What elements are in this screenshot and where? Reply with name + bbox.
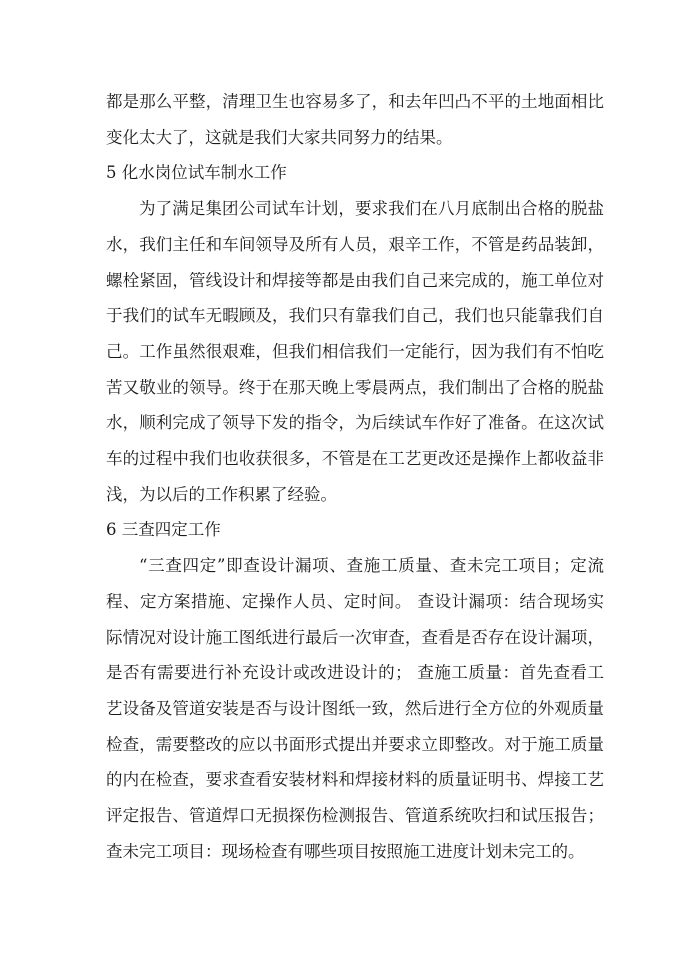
paragraph-water-treatment: 为了满足集团公司试车计划，要求我们在八月底制出合格的脱盐水，我们主任和车间领导及所有人员，艰辛工作，不管是药品装卸，螺栓紧固，管线设计和焊接等都是由我们自己来完成的，施工单位对于我们的试车无暇顾及，我们只有靠我们自己，我们也只能靠我们自己。工作虽然很艰难，但我们相信我们一定能行，因为我们有不怕吃苦又敬业的领导。终于在那天晚上零晨两点，我们制出了合格的脱盐水，顺利完成了领导下发的指令，为后续试车作好了准备。在这次试车的过程中我们也收获很多，不管是在工艺更改还是操作上都收益非浅，为以后的工作积累了经验。 xyxy=(106,199,604,504)
section-heading-5: 5 化水岗位试车制水工作 xyxy=(106,163,287,183)
paragraph-three-checks: “三查四定”即查设计漏项、查施工质量、查未完工项目；定流程、定方案措施、定操作人员、定时间。 查设计漏项：结合现场实际情况对设计施工图纸进行最后一次审查，查看是否存在设计漏项，是否有需要进行补充设计或改进设计的； 查施工质量：首先查看工艺设备及管道安装是否与设计图纸一致，然后进行全方位的外观质量检查，需要整改的应以书面形式提出并要求立即整改。对于施工质量的内在检查，要求查看安装材料和焊接材料的质量证明书、焊接工艺评定报告、管道焊口无损探伤检测报告、管道系统吹扫和试压报告；查未完工项目：现场检查有哪些项目按照施工进度计划未完工的。 xyxy=(106,556,604,861)
document-body xyxy=(106,84,604,869)
section-heading-6: 6 三查四定工作 xyxy=(106,520,221,540)
paragraph-continuation: 都是那么平整，清理卫生也容易多了，和去年凹凸不平的土地面相比变化太大了，这就是我们大家共同努力的结果。 xyxy=(106,92,604,147)
